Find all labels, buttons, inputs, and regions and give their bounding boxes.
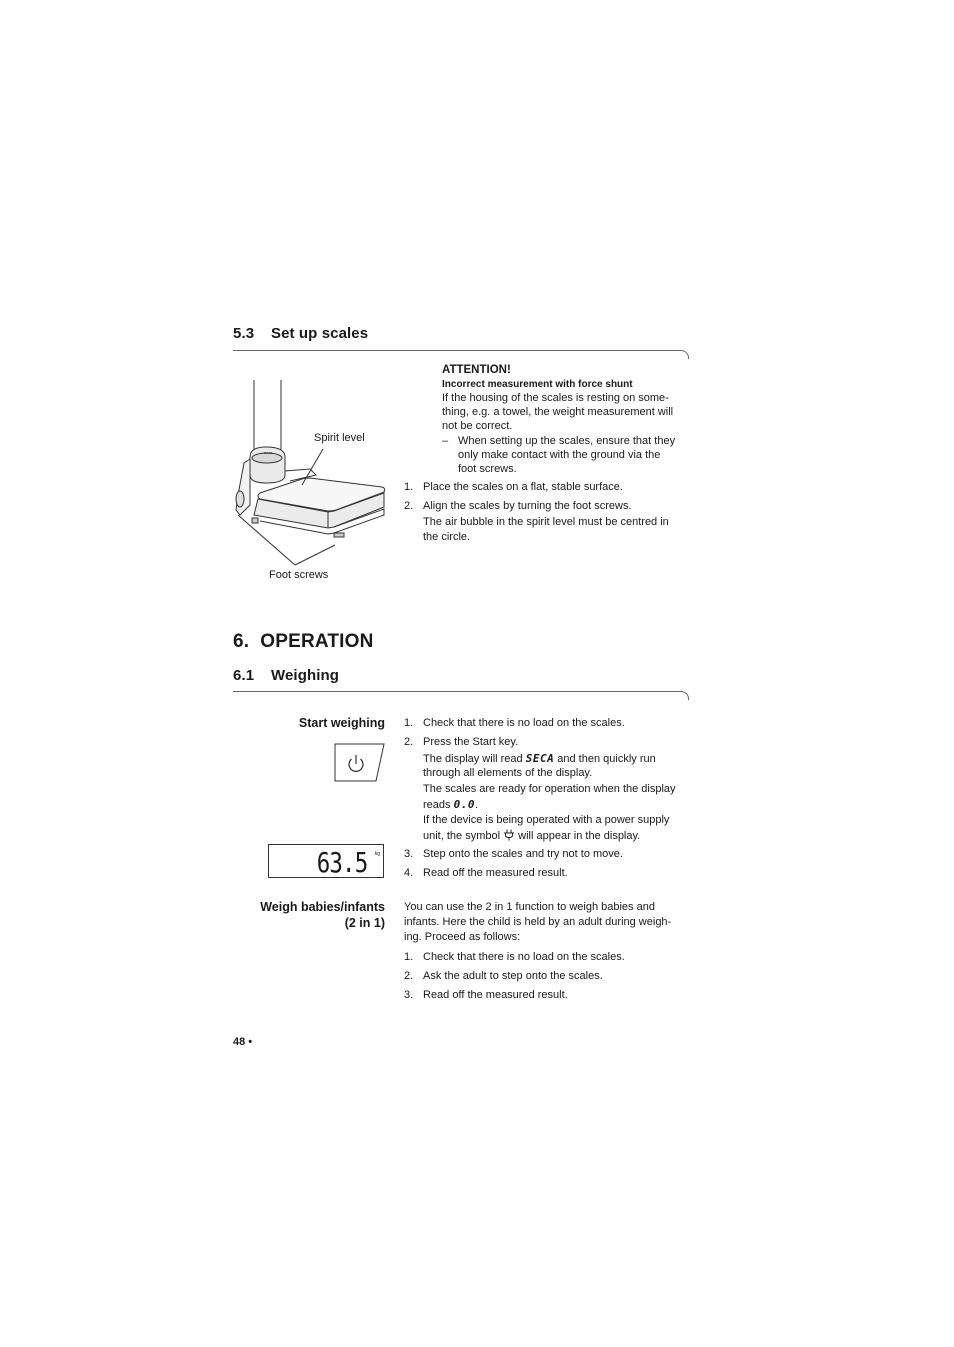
attention-dash: – bbox=[442, 435, 449, 447]
chapter-heading bbox=[233, 631, 374, 653]
detail-text: will appear in the display. bbox=[515, 830, 641, 842]
section-number: 6.1 bbox=[233, 667, 255, 684]
detail-text: The display will read bbox=[423, 753, 526, 765]
detail-text: unit, the symbol bbox=[423, 830, 504, 842]
detail-text: . bbox=[474, 799, 479, 811]
side-label-weigh-babies-sub: (2 in 1) bbox=[344, 916, 385, 930]
side-label-weigh-babies: Weigh babies/infants bbox=[260, 900, 385, 914]
section-rule-end bbox=[680, 691, 689, 700]
list-number: 1. bbox=[404, 951, 414, 963]
section-title: Weighing bbox=[271, 667, 340, 684]
list-detail-line: The air bubble in the spirit level must be centred in bbox=[423, 516, 669, 528]
list-number: 2. bbox=[404, 970, 414, 982]
list-text: Ask the adult to step onto the scales. bbox=[423, 970, 603, 982]
list-text: Press the Start key. bbox=[423, 736, 519, 748]
section-title: Set up scales bbox=[271, 325, 369, 342]
list-detail-line bbox=[423, 752, 656, 767]
attention-line-3: not be correct. bbox=[442, 420, 513, 432]
list-text: Check that there is no load on the scales. bbox=[423, 717, 625, 729]
side-label-start-weighing: Start weighing bbox=[298, 716, 385, 730]
label-spirit-level: Spirit level bbox=[314, 432, 365, 444]
attention-line-1: If the housing of the scales is resting on some- bbox=[442, 392, 669, 404]
list-number: 2. bbox=[404, 736, 414, 748]
list-text: Place the scales on a flat, stable surface. bbox=[423, 481, 623, 493]
attention-bullet-line-3: foot screws. bbox=[458, 463, 517, 475]
display-reading-zero: 0.0 bbox=[453, 798, 475, 811]
list-detail-line: the circle. bbox=[423, 531, 471, 543]
display-unit: kg bbox=[374, 851, 380, 857]
weight-display bbox=[268, 844, 384, 878]
chapter-number: 6. bbox=[233, 631, 250, 652]
list-number: 1. bbox=[404, 481, 414, 493]
list-number: 2. bbox=[404, 500, 414, 512]
list-text: Step onto the scales and try not to move. bbox=[423, 848, 623, 860]
attention-subheading: Incorrect measurement with force shunt bbox=[442, 379, 633, 390]
attention-bullet-line-1: When setting up the scales, ensure that they bbox=[458, 435, 676, 447]
attention-heading: ATTENTION! bbox=[442, 364, 511, 376]
list-text: Align the scales by turning the foot screws. bbox=[423, 500, 632, 512]
section-number: 5.3 bbox=[233, 325, 255, 342]
list-detail-line: through all elements of the display. bbox=[423, 767, 593, 779]
page-number: 48 • bbox=[233, 1036, 253, 1048]
list-detail-line bbox=[423, 829, 640, 844]
babies-intro-line-2: infants. Here the child is held by an adult during weigh- bbox=[404, 916, 672, 928]
attention-bullet-line-2: only make contact with the ground via the bbox=[458, 449, 661, 461]
section-rule bbox=[233, 691, 681, 692]
chapter-title: OPERATION bbox=[260, 631, 374, 652]
power-plug-icon bbox=[503, 829, 515, 841]
display-value: 63.5 bbox=[316, 846, 367, 879]
start-key-illustration bbox=[334, 743, 386, 783]
list-number: 3. bbox=[404, 989, 414, 1001]
list-detail-line bbox=[423, 798, 478, 813]
section-heading-6-1 bbox=[233, 667, 339, 684]
list-text: Read off the measured result. bbox=[423, 989, 568, 1001]
list-number: 4. bbox=[404, 867, 414, 879]
list-detail-line: If the device is being operated with a power supply bbox=[423, 814, 670, 826]
section-heading-5-3 bbox=[233, 325, 368, 342]
section-rule-end bbox=[680, 350, 689, 359]
babies-intro-line-3: ing. Proceed as follows: bbox=[404, 931, 521, 943]
detail-text: reads bbox=[423, 799, 454, 811]
list-number: 1. bbox=[404, 717, 414, 729]
list-number: 3. bbox=[404, 848, 414, 860]
babies-intro-line-1: You can use the 2 in 1 function to weigh babies and bbox=[404, 901, 655, 913]
section-rule bbox=[233, 350, 681, 351]
display-reading-seca: SECA bbox=[525, 752, 555, 765]
list-detail-line: The scales are ready for operation when the display bbox=[423, 783, 676, 795]
logo-text: seca bbox=[264, 450, 273, 455]
list-text: Read off the measured result. bbox=[423, 867, 568, 879]
scale-illustration bbox=[230, 375, 390, 565]
detail-text: and then quickly run bbox=[554, 753, 656, 765]
list-text: Check that there is no load on the scales. bbox=[423, 951, 625, 963]
attention-line-2: thing, e.g. a towel, the weight measurement will bbox=[442, 406, 674, 418]
label-foot-screws: Foot screws bbox=[269, 569, 329, 581]
